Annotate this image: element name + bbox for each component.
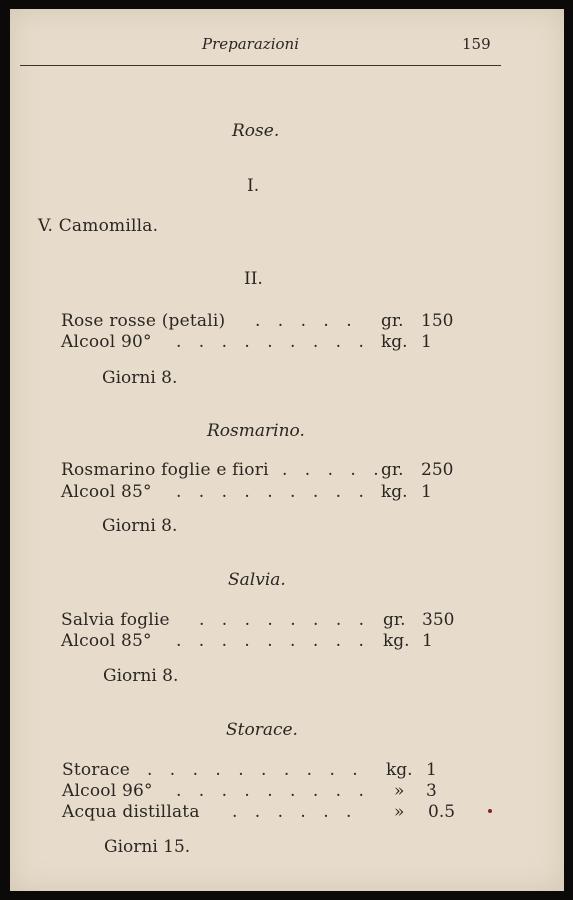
page-number: 159 [462, 35, 491, 53]
leader-dots: . . . . . . . . . [176, 781, 370, 801]
ingredient-unit: » [394, 802, 405, 822]
ingredient-quantity: 1 [421, 482, 432, 502]
ingredient-unit: kg. [386, 760, 413, 780]
infusion-days: Giorni 8. [102, 368, 178, 388]
infusion-days: Giorni 8. [102, 516, 178, 536]
infusion-days: Giorni 8. [103, 666, 179, 686]
ingredient-unit: gr. [381, 460, 404, 480]
header-rule [20, 65, 501, 66]
ingredient-unit: gr. [381, 311, 404, 331]
ingredient-name: Storace [62, 760, 130, 780]
ingredient-quantity: 350 [422, 610, 455, 630]
leader-dots: . . . . . . . . . [176, 631, 370, 651]
leader-dots: . . . . . . [232, 802, 358, 822]
ingredient-quantity: 1 [426, 760, 437, 780]
ingredient-quantity: 1 [422, 631, 433, 651]
ingredient-quantity: 1 [421, 332, 432, 352]
section-title-rose: Rose. [232, 121, 280, 141]
section-title-rosmarino: Rosmarino. [207, 421, 305, 441]
book-page [10, 9, 564, 891]
ingredient-quantity: 150 [421, 311, 454, 331]
ingredient-name: Alcool 85° [61, 631, 152, 651]
leader-dots: . . . . . . . . [199, 610, 371, 630]
ingredient-name: Alcool 90° [61, 332, 152, 352]
ingredient-name: Acqua distillata [62, 802, 200, 822]
ingredient-name: Rosmarino foglie e fiori [61, 460, 269, 480]
ingredient-name: Alcool 96° [62, 781, 153, 801]
subsection-numeral-ii: II. [244, 269, 263, 289]
ingredient-unit: kg. [383, 631, 410, 651]
leader-dots: . . . . . . . . . [176, 482, 370, 502]
section-title-storace: Storace. [226, 720, 298, 740]
ingredient-quantity: 250 [421, 460, 454, 480]
cross-reference-note: V. Camomilla. [38, 216, 159, 236]
subsection-numeral-i: I. [247, 176, 260, 196]
ingredient-name: Alcool 85° [61, 482, 152, 502]
section-title-salvia: Salvia. [228, 570, 286, 590]
ingredient-name: Salvia foglie [61, 610, 170, 630]
ingredient-unit: kg. [381, 332, 408, 352]
running-header-title: Preparazioni [202, 35, 299, 53]
ingredient-unit: » [394, 781, 405, 801]
infusion-days: Giorni 15. [104, 837, 191, 857]
ingredient-quantity: 3 [426, 781, 437, 801]
ink-spot [488, 809, 492, 813]
leader-dots: . . . . . [282, 460, 385, 480]
ingredient-name: Rose rosse (petali) [61, 311, 226, 331]
ingredient-quantity: 0.5 [428, 802, 456, 822]
ingredient-unit: gr. [383, 610, 406, 630]
ingredient-unit: kg. [381, 482, 408, 502]
leader-dots: . . . . . . . . . . [147, 760, 364, 780]
leader-dots: . . . . . . . . . [176, 332, 370, 352]
leader-dots: . . . . . [255, 311, 358, 331]
